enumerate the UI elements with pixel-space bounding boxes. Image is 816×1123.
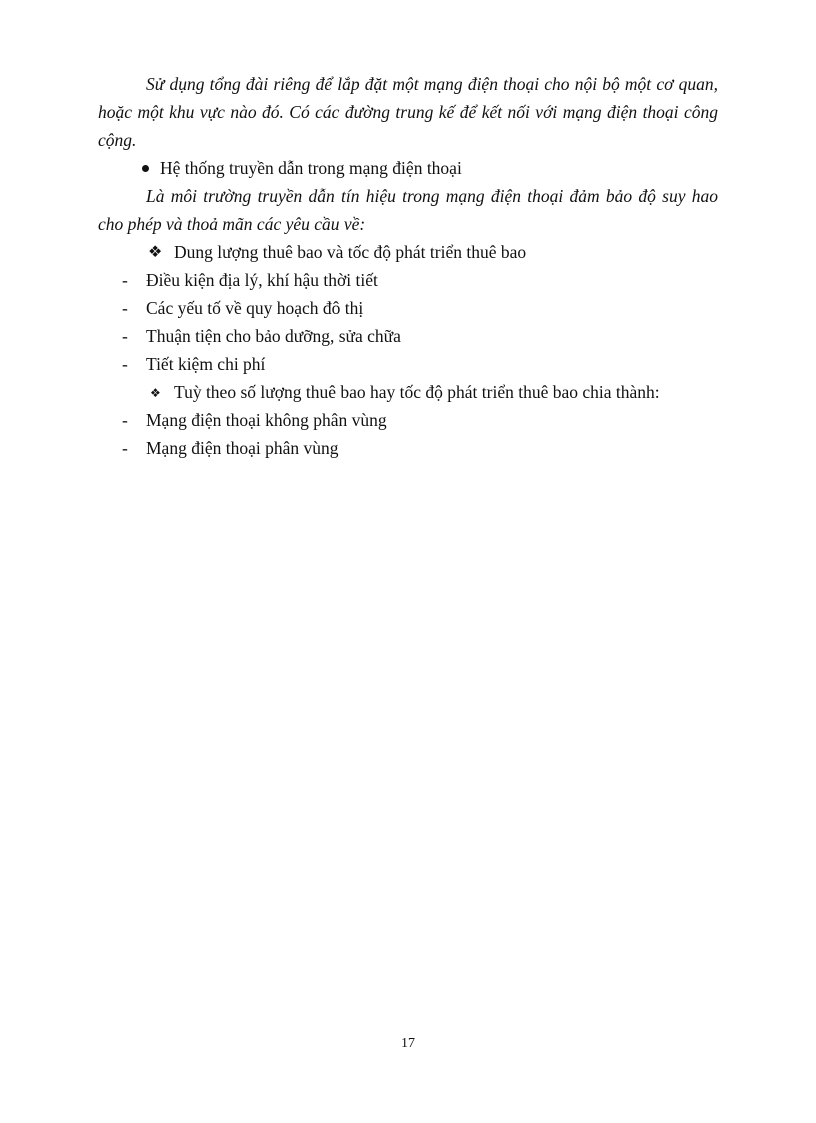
- list-item-text: Tiết kiệm chi phí: [146, 354, 266, 374]
- dash-marker: -: [122, 298, 128, 318]
- dash-marker: -: [122, 354, 128, 374]
- paragraph-private-exchange: Sử dụng tổng đài riêng để lắp đặt một mạng điện thoại cho nội bộ một cơ quan, hoặc một khu vực nào đó. Có các đường trung kế để kết nối với mạng điện thoại công cộng.: [98, 74, 718, 150]
- dash-marker: -: [122, 270, 128, 290]
- list-item: [98, 350, 718, 378]
- bullet-transmission-system: [98, 154, 718, 182]
- list-item-text: Mạng điện thoại phân vùng: [146, 438, 339, 458]
- dash-marker: -: [122, 326, 128, 346]
- diamond-item-classification: [98, 378, 718, 406]
- diamond-item-capacity: [98, 238, 718, 266]
- list-item-text: Thuận tiện cho bảo dưỡng, sửa chữa: [146, 326, 401, 346]
- list-item-text: Điều kiện địa lý, khí hậu thời tiết: [146, 270, 378, 290]
- page-content: [98, 70, 718, 462]
- list-item: [98, 294, 718, 322]
- list-item: [98, 434, 718, 462]
- diamond-bullet-icon: ❖: [148, 242, 163, 261]
- list-item: [98, 322, 718, 350]
- dash-marker: -: [122, 438, 128, 458]
- bullet-heading-text: Hệ thống truyền dẫn trong mạng điện thoại: [160, 158, 462, 178]
- diamond-item-text: Tuỳ theo số lượng thuê bao hay tốc độ phát triển thuê bao chia thành:: [174, 382, 660, 402]
- list-item: [98, 406, 718, 434]
- bullet-dot-icon: [142, 165, 149, 172]
- list-item: [98, 266, 718, 294]
- diamond-item-text: Dung lượng thuê bao và tốc độ phát triển thuê bao: [174, 242, 527, 262]
- list-item-text: Các yếu tố về quy hoạch đô thị: [146, 298, 364, 318]
- paragraph-transmission-medium: Là môi trường truyền dẫn tín hiệu trong mạng điện thoại đảm bảo độ suy hao cho phép và thoả mãn các yêu cầu về:: [98, 186, 718, 234]
- list-item-text: Mạng điện thoại không phân vùng: [146, 410, 387, 430]
- dash-marker: -: [122, 410, 128, 430]
- page-number: 17: [401, 1036, 415, 1051]
- diamond-bullet-icon: ❖: [150, 386, 161, 400]
